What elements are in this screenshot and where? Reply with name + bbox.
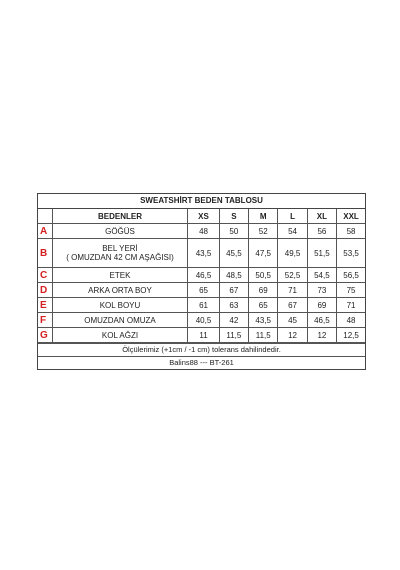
value-cell: 48,5 [219, 268, 248, 283]
value-cell: 43,5 [249, 313, 278, 328]
header-blank-cell [38, 209, 52, 224]
value-cell: 52 [249, 224, 278, 239]
value-cell: 53,5 [337, 239, 365, 268]
value-cell: 11,5 [219, 328, 248, 343]
value-cell: 50 [219, 224, 248, 239]
row-label: ARKA ORTA BOY [52, 283, 188, 298]
value-cell: 51,5 [307, 239, 336, 268]
value-cell: 54,5 [307, 268, 336, 283]
header-sizes-label: BEDENLER [52, 209, 188, 224]
header-size-s: S [219, 209, 248, 224]
table-row [38, 328, 365, 343]
value-cell: 67 [278, 298, 307, 313]
value-cell: 12 [278, 328, 307, 343]
table-row [38, 224, 365, 239]
value-cell: 45 [278, 313, 307, 328]
value-cell: 12,5 [337, 328, 365, 343]
value-cell: 58 [337, 224, 365, 239]
value-cell: 50,5 [249, 268, 278, 283]
value-cell: 48 [337, 313, 365, 328]
value-cell: 47,5 [249, 239, 278, 268]
row-letter: B [38, 239, 52, 268]
value-cell: 49,5 [278, 239, 307, 268]
value-cell: 69 [249, 283, 278, 298]
row-label: ETEK [52, 268, 188, 283]
size-table [38, 209, 365, 343]
row-label: KOL AĞZI [52, 328, 188, 343]
header-size-xl: XL [307, 209, 336, 224]
row-label: GÖĞÜS [52, 224, 188, 239]
value-cell: 73 [307, 283, 336, 298]
table-row [38, 283, 365, 298]
row-letter: D [38, 283, 52, 298]
value-cell: 61 [188, 298, 219, 313]
value-cell: 11 [188, 328, 219, 343]
row-label: BEL YERİ ( OMUZDAN 42 CM AŞAĞISI) [52, 239, 188, 268]
row-label: OMUZDAN OMUZA [52, 313, 188, 328]
row-letter: F [38, 313, 52, 328]
header-size-l: L [278, 209, 307, 224]
row-letter: A [38, 224, 52, 239]
size-chart [37, 193, 366, 370]
row-letter: C [38, 268, 52, 283]
value-cell: 45,5 [219, 239, 248, 268]
value-cell: 71 [278, 283, 307, 298]
table-row [38, 313, 365, 328]
row-label: KOL BOYU [52, 298, 188, 313]
value-cell: 48 [188, 224, 219, 239]
value-cell: 11,5 [249, 328, 278, 343]
value-cell: 12 [307, 328, 336, 343]
tolerance-note: Ölçülerimiz (+1cm / -1 cm) tolerans dahilindedir. [38, 343, 365, 356]
value-cell: 40,5 [188, 313, 219, 328]
value-cell: 71 [337, 298, 365, 313]
value-cell: 56,5 [337, 268, 365, 283]
header-size-xxl: XXL [337, 209, 365, 224]
value-cell: 46,5 [188, 268, 219, 283]
value-cell: 52,5 [278, 268, 307, 283]
value-cell: 67 [219, 283, 248, 298]
table-row [38, 239, 365, 268]
chart-title: SWEATSHİRT BEDEN TABLOSU [38, 194, 365, 209]
table-row [38, 298, 365, 313]
header-size-xs: XS [188, 209, 219, 224]
value-cell: 75 [337, 283, 365, 298]
value-cell: 63 [219, 298, 248, 313]
value-cell: 56 [307, 224, 336, 239]
row-letter: G [38, 328, 52, 343]
value-cell: 65 [249, 298, 278, 313]
table-row [38, 268, 365, 283]
header-row [38, 209, 365, 224]
value-cell: 43,5 [188, 239, 219, 268]
value-cell: 69 [307, 298, 336, 313]
value-cell: 65 [188, 283, 219, 298]
row-letter: E [38, 298, 52, 313]
value-cell: 42 [219, 313, 248, 328]
value-cell: 46,5 [307, 313, 336, 328]
product-code: Balins88 --- BT-261 [38, 356, 365, 369]
value-cell: 54 [278, 224, 307, 239]
header-size-m: M [249, 209, 278, 224]
